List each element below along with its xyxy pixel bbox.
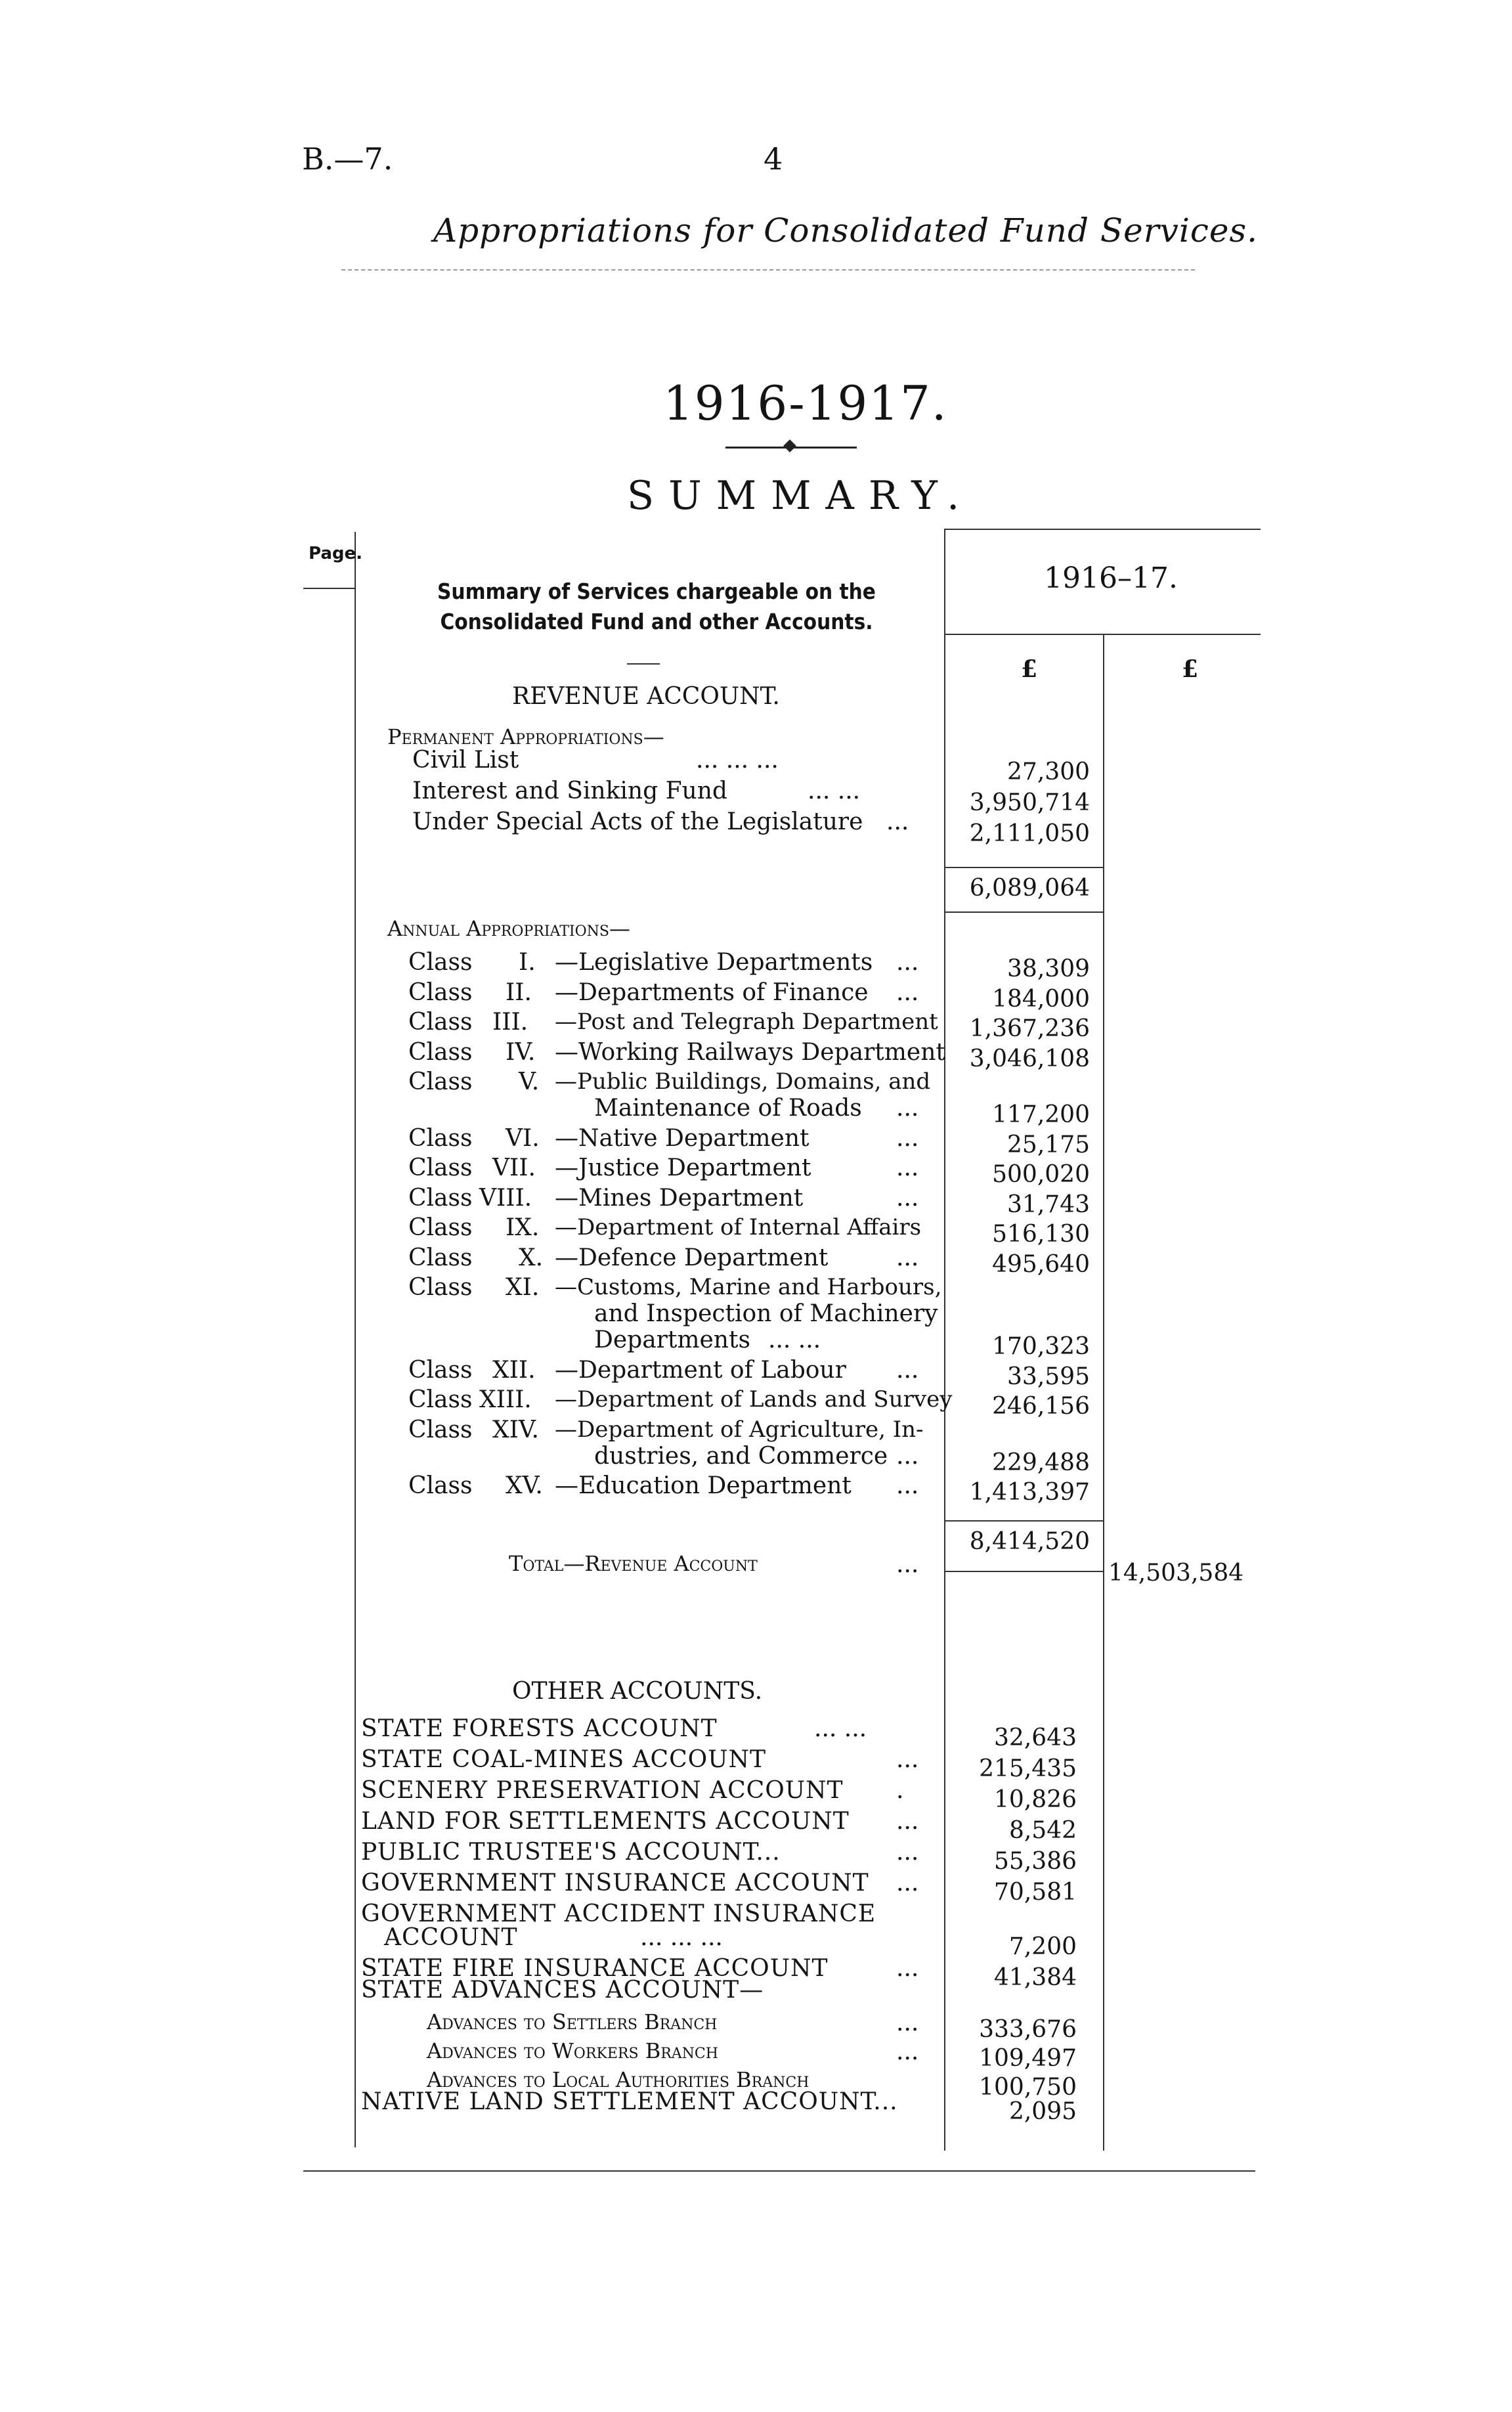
advances-branch-label: Advances to Local Authorities Branch bbox=[427, 2067, 810, 2092]
subtotal-rule bbox=[945, 1520, 1103, 1522]
department-label-cont: dustries, and Commerce bbox=[594, 1442, 888, 1470]
class-number: VIII. bbox=[479, 1184, 532, 1212]
permanent-item-label: Under Special Acts of the Legislature bbox=[412, 808, 863, 835]
appropriation-value: 246,156 bbox=[992, 1393, 1090, 1420]
dot-leader: ... ... bbox=[808, 778, 861, 804]
page-number: 4 bbox=[764, 141, 783, 177]
class-number: XIII. bbox=[479, 1386, 532, 1413]
class-number: III. bbox=[492, 1009, 529, 1036]
department-label: —Department of Labour bbox=[555, 1356, 846, 1384]
department-label-cont: Maintenance of Roads bbox=[594, 1095, 862, 1122]
account-label: STATE FIRE INSURANCE ACCOUNT bbox=[361, 1955, 829, 1982]
state-advances-heading: STATE ADVANCES ACCOUNT— bbox=[361, 1977, 764, 2004]
dot-leader: ... bbox=[896, 978, 919, 1006]
native-land-value: 2,095 bbox=[1008, 2098, 1077, 2125]
revenue-grand-total: 14,503,584 bbox=[1108, 1560, 1244, 1587]
account-value: 215,435 bbox=[979, 1755, 1077, 1782]
appropriation-value: 495,640 bbox=[992, 1250, 1090, 1278]
account-label: PUBLIC TRUSTEE'S ACCOUNT... bbox=[361, 1839, 781, 1866]
dot-leader: ... ... bbox=[814, 1715, 867, 1742]
class-label: Class bbox=[408, 1068, 473, 1095]
department-label: —Legislative Departments bbox=[555, 949, 873, 976]
dot-leader: ... bbox=[896, 1095, 919, 1122]
department-label-cont: and Inspection of Machinery bbox=[594, 1300, 938, 1327]
permanent-item-label: Interest and Sinking Fund bbox=[412, 778, 727, 804]
appropriation-value: 184,000 bbox=[992, 985, 1090, 1013]
department-label: —Justice Department bbox=[555, 1154, 811, 1181]
appropriation-value: 38,309 bbox=[1007, 955, 1090, 982]
class-label: Class bbox=[408, 1244, 473, 1271]
subtotal-rule bbox=[945, 867, 1103, 868]
other-accounts-heading: OTHER ACCOUNTS. bbox=[512, 1678, 763, 1705]
dot-leader: ... bbox=[896, 1870, 919, 1897]
permanent-subtotal: 6,089,064 bbox=[969, 875, 1090, 902]
class-label: Class bbox=[408, 978, 473, 1006]
class-number: XI. bbox=[506, 1274, 540, 1301]
class-number: II. bbox=[506, 978, 532, 1006]
department-label: —Native Department bbox=[555, 1124, 810, 1152]
class-label: Class bbox=[408, 1416, 473, 1443]
dot-leader: ... bbox=[896, 2038, 919, 2065]
department-label: —Education Department bbox=[555, 1472, 852, 1499]
class-label: Class bbox=[408, 1154, 473, 1181]
account-label: LAND FOR SETTLEMENTS ACCOUNT bbox=[361, 1808, 850, 1835]
advances-branch-label: Advances to Workers Branch bbox=[427, 2038, 718, 2063]
class-number: I. bbox=[519, 949, 536, 976]
appropriation-value: 500,020 bbox=[992, 1161, 1090, 1188]
account-label: STATE COAL-MINES ACCOUNT bbox=[361, 1746, 767, 1773]
advances-branch-value: 109,497 bbox=[979, 2045, 1077, 2072]
permanent-item-label: Civil List bbox=[412, 747, 519, 774]
permanent-item-value: 2,111,050 bbox=[969, 820, 1090, 847]
account-label: GOVERNMENT ACCIDENT INSURANCE bbox=[361, 1900, 876, 1927]
department-label: —Mines Department bbox=[555, 1184, 804, 1212]
dot-leader: ... bbox=[896, 949, 919, 976]
department-label: —Department of Agriculture, In- bbox=[555, 1416, 924, 1443]
account-label-cont: ACCOUNT bbox=[384, 1924, 518, 1951]
class-label: Class bbox=[408, 1274, 473, 1301]
appropriation-value: 117,200 bbox=[992, 1101, 1090, 1128]
table-bottom-rule bbox=[303, 2170, 1255, 2172]
class-label: Class bbox=[408, 1386, 473, 1413]
account-label: STATE FORESTS ACCOUNT bbox=[361, 1715, 718, 1742]
permanent-appropriations-heading: Permanent Appropriations— bbox=[387, 724, 664, 749]
class-label: Class bbox=[408, 1214, 473, 1241]
dot-leader: ... bbox=[896, 1746, 919, 1773]
page-column-rule bbox=[355, 532, 356, 2147]
account-value: 32,643 bbox=[994, 1724, 1077, 1751]
department-label: —Customs, Marine and Harbours, bbox=[555, 1274, 942, 1300]
appropriation-value: 33,595 bbox=[1007, 1363, 1090, 1390]
dot-leader: ... bbox=[896, 1184, 919, 1212]
summary-heading: SUMMARY. bbox=[627, 473, 974, 519]
total-revenue-label: Total—Revenue Account bbox=[509, 1551, 758, 1576]
account-label: SCENERY PRESERVATION ACCOUNT bbox=[361, 1777, 844, 1804]
subtotal-rule bbox=[945, 911, 1103, 913]
currency-label: £ bbox=[1182, 655, 1199, 683]
class-label: Class bbox=[408, 1124, 473, 1152]
permanent-item-value: 27,300 bbox=[1007, 758, 1090, 785]
year-column-heading: 1916–17. bbox=[1044, 561, 1178, 595]
header-rule bbox=[341, 269, 1195, 271]
dot-leader: ... bbox=[896, 1124, 919, 1152]
dot-leader: ... bbox=[896, 1551, 919, 1578]
account-label: GOVERNMENT INSURANCE ACCOUNT bbox=[361, 1870, 869, 1897]
account-value: 41,384 bbox=[994, 1964, 1077, 1991]
class-number: VI. bbox=[506, 1124, 540, 1152]
dot-leader: ... bbox=[896, 1808, 919, 1835]
department-label: —Department of Internal Affairs bbox=[555, 1214, 922, 1240]
department-label: —Department of Lands and Survey bbox=[555, 1386, 953, 1413]
account-value: 8,542 bbox=[1008, 1817, 1077, 1844]
page-title: Appropriations for Consolidated Fund Services. bbox=[433, 211, 1259, 250]
appropriation-value: 25,175 bbox=[1007, 1131, 1090, 1158]
dot-leader: . bbox=[896, 1777, 904, 1804]
dot-leader: ... bbox=[896, 1244, 919, 1271]
advances-branch-value: 333,676 bbox=[979, 2016, 1077, 2043]
dot-leader: ... bbox=[896, 1442, 919, 1470]
appropriation-value: 1,367,236 bbox=[969, 1015, 1090, 1042]
class-number: XIV. bbox=[492, 1416, 539, 1443]
year-heading: 1916-1917. bbox=[663, 376, 948, 431]
appropriation-value: 170,323 bbox=[992, 1333, 1090, 1360]
ornament-diamond-icon bbox=[783, 439, 796, 452]
description-head-rule bbox=[627, 663, 660, 665]
class-number: X. bbox=[519, 1244, 544, 1271]
appropriation-value: 3,046,108 bbox=[969, 1045, 1090, 1072]
native-land-label: NATIVE LAND SETTLEMENT ACCOUNT... bbox=[361, 2088, 898, 2115]
dot-leader: ... bbox=[896, 2009, 919, 2036]
dot-leader: ... bbox=[896, 1154, 919, 1181]
annual-subtotal: 8,414,520 bbox=[969, 1528, 1090, 1555]
class-number: VII. bbox=[492, 1154, 536, 1181]
class-number: V. bbox=[519, 1068, 540, 1095]
dot-leader: ... bbox=[896, 1356, 919, 1384]
annual-appropriations-heading: Annual Appropriations— bbox=[387, 916, 630, 941]
class-label: Class bbox=[408, 1009, 473, 1036]
appropriation-value: 229,488 bbox=[992, 1449, 1090, 1476]
appropriation-value: 1,413,397 bbox=[969, 1479, 1090, 1506]
department-label: —Post and Telegraph Department bbox=[555, 1009, 938, 1035]
class-label: Class bbox=[408, 1038, 473, 1066]
class-number: XII. bbox=[492, 1356, 536, 1384]
class-number: IV. bbox=[506, 1038, 536, 1066]
class-label: Class bbox=[408, 1356, 473, 1384]
document-reference: B.—7. bbox=[302, 141, 393, 177]
advances-branch-label: Advances to Settlers Branch bbox=[427, 2009, 718, 2034]
appropriation-value: 516,130 bbox=[992, 1221, 1090, 1248]
table-top-rule bbox=[945, 529, 1261, 530]
subtotal-column-rule bbox=[1103, 634, 1104, 2151]
account-value: 70,581 bbox=[994, 1879, 1077, 1906]
account-value: 10,826 bbox=[994, 1786, 1077, 1813]
class-label: Class bbox=[408, 1472, 473, 1499]
permanent-item-value: 3,950,714 bbox=[969, 789, 1090, 816]
department-label: —Working Railways Department bbox=[555, 1038, 945, 1066]
class-label: Class bbox=[408, 949, 473, 976]
dot-leader: ... bbox=[896, 1839, 919, 1866]
page-column-label: Page. bbox=[309, 544, 363, 563]
page-head-rule bbox=[303, 588, 355, 589]
appropriation-value: 31,743 bbox=[1007, 1191, 1090, 1218]
dot-leader: ... ... bbox=[768, 1327, 821, 1353]
dot-leader: ... ... ... bbox=[640, 1924, 723, 1951]
department-label-cont: Departments bbox=[594, 1327, 750, 1353]
dot-leader: ... bbox=[896, 1472, 919, 1499]
class-number: XV. bbox=[506, 1472, 543, 1499]
department-label: —Defence Department bbox=[555, 1244, 829, 1271]
class-number: IX. bbox=[506, 1214, 540, 1241]
advances-branch-value: 100,750 bbox=[979, 2074, 1077, 2101]
dot-leader: ... ... ... bbox=[696, 747, 779, 774]
department-label: —Public Buildings, Domains, and bbox=[555, 1068, 931, 1095]
revenue-heading: REVENUE ACCOUNT. bbox=[512, 683, 780, 710]
dot-leader: ... bbox=[896, 1955, 919, 1982]
dot-leader: ... bbox=[886, 808, 909, 835]
year-head-rule bbox=[945, 634, 1261, 635]
description-column-heading: Summary of Services chargeable on the Consolidated Fund and other Accounts. bbox=[437, 579, 876, 634]
account-value: 55,386 bbox=[994, 1848, 1077, 1875]
subtotal-rule bbox=[945, 1571, 1103, 1572]
class-label: Class bbox=[408, 1184, 473, 1212]
department-label: —Departments of Finance bbox=[555, 978, 869, 1006]
account-value: 7,200 bbox=[1008, 1933, 1077, 1960]
currency-label: £ bbox=[1021, 655, 1038, 683]
